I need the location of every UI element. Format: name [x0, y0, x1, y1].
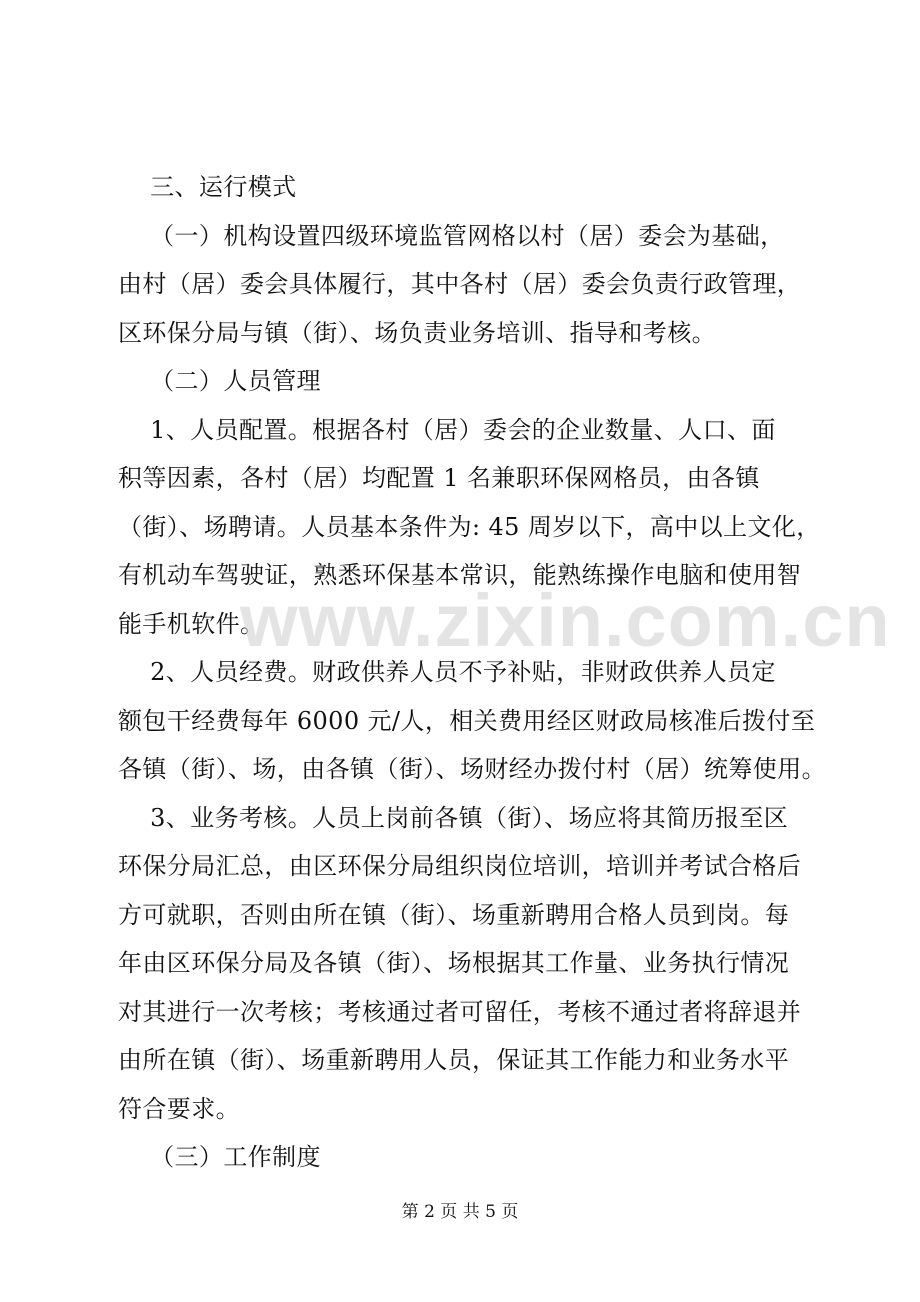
paragraph-line: 1、人员配置。根据各村（居）委会的企业数量、人口、面	[118, 416, 776, 444]
paragraph-line: 能手机软件。	[118, 610, 265, 638]
subsection-heading: （二）人员管理	[118, 367, 321, 395]
paragraph-line: 环保分局汇总，由区环保分局组织岗位培训，培训并考试合格后	[118, 852, 802, 880]
paragraph-line: 方可就职，否则由所在镇（街）、场重新聘用合格人员到岗。每	[118, 901, 790, 929]
paragraph-line: 区环保分局与镇（街）、场负责业务培训、指导和考核。	[118, 319, 716, 347]
paragraph-line: 积等因素，各村（居）均配置 1 名兼职环保网格员，由各镇	[118, 464, 760, 492]
paragraph-line: 3、业务考核。人员上岗前各镇（街）、场应将其简历报至区	[118, 804, 789, 832]
paragraph-line: 符合要求。	[118, 1095, 240, 1123]
paragraph-line: 由村（居）委会具体履行，其中各村（居）委会负责行政管理，	[118, 270, 802, 298]
paragraph-line: （街）、场聘请。人员基本条件为: 45 周岁以下，高中以上文化，	[118, 513, 821, 541]
paragraph-line: 对其进行一次考核；考核通过者可留任，考核不通过者将辞退并	[118, 998, 802, 1026]
paragraph-line: 额包干经费每年 6000 元/人，相关费用经区财政局核准后拨付至	[118, 707, 816, 735]
paragraph-line: 由所在镇（街）、场重新聘用人员，保证其工作能力和业务水平	[118, 1046, 790, 1074]
subsection-heading: （三）工作制度	[118, 1143, 321, 1171]
paragraph-line: 年由区环保分局及各镇（街）、场根据其工作量、业务执行情况	[118, 949, 790, 977]
paragraph-line: 2、人员经费。财政供养人员不予补贴，非财政供养人员定	[118, 658, 776, 686]
page-number-footer: 第 2 页 共 5 页	[401, 1202, 519, 1222]
paragraph-line: （一）机构设置四级环境监管网格以村（居）委会为基础，	[118, 222, 785, 250]
paragraph-line: 有机动车驾驶证，熟悉环保基本常识，能熟练操作电脑和使用智	[118, 561, 802, 589]
watermark-text: www.zixin.com.cn	[240, 579, 891, 662]
paragraph-line: 各镇（街）、场，由各镇（街）、场财经办拨付村（居）统筹使用。	[118, 755, 826, 783]
section-heading: 三、运行模式	[118, 173, 297, 201]
